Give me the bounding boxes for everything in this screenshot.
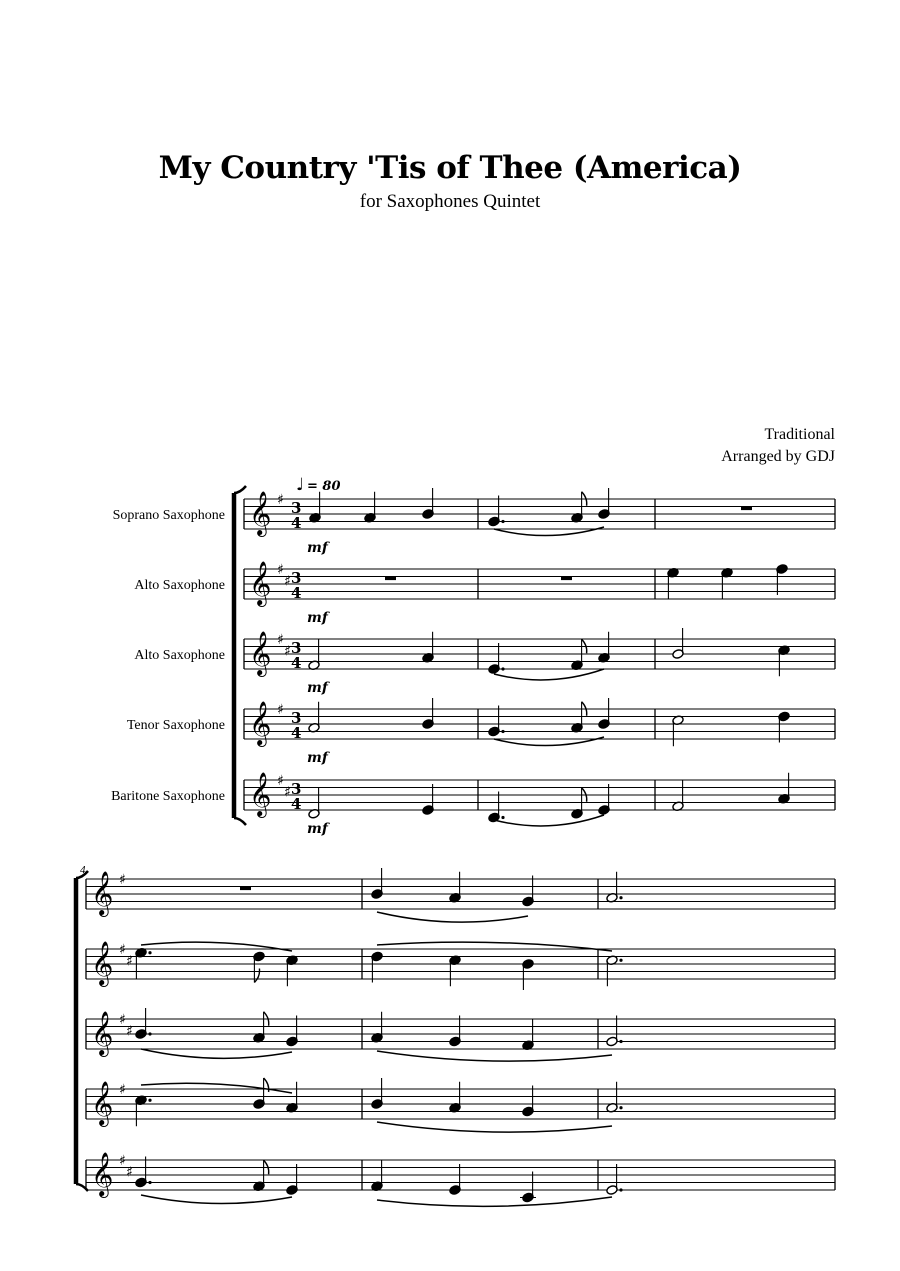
slur xyxy=(141,1049,292,1058)
note-dot xyxy=(619,959,622,962)
note-dot xyxy=(148,1181,151,1184)
note-dot xyxy=(619,1188,622,1191)
slur xyxy=(494,527,604,536)
dynamic-mark: mf xyxy=(307,680,328,696)
time-signature-top: 3 xyxy=(291,569,302,587)
score-subtitle: for Saxophones Quintet xyxy=(359,191,541,212)
slur xyxy=(377,1197,612,1206)
time-signature-bottom: 4 xyxy=(291,584,302,602)
instrument-label-tenor: Tenor Saxophone xyxy=(126,718,225,733)
instrument-label-alto-1: Alto Saxophone xyxy=(134,578,225,593)
slur xyxy=(141,1195,292,1204)
key-sharp-icon: ♯ xyxy=(119,1153,126,1169)
composer: Traditional xyxy=(764,426,835,443)
slur xyxy=(377,1051,612,1061)
note-flag xyxy=(254,969,259,983)
key-sharp-icon: ♯ xyxy=(126,1164,133,1181)
tempo-note-icon: ♩ xyxy=(296,475,305,495)
dynamic-mark: mf xyxy=(307,750,328,766)
note-dot xyxy=(501,667,504,670)
slur xyxy=(141,942,292,951)
time-signature-bottom: 4 xyxy=(291,514,302,532)
half-rest xyxy=(741,507,752,511)
note-dot xyxy=(619,1040,622,1043)
key-sharp-icon: ♯ xyxy=(119,942,126,958)
key-sharp-icon: ♯ xyxy=(126,1023,133,1040)
instrument-label-alto-2: Alto Saxophone xyxy=(134,648,225,663)
time-signature-bottom: 4 xyxy=(291,795,302,813)
note-dot xyxy=(501,816,504,819)
key-sharp-icon: ♯ xyxy=(277,632,284,648)
treble-clef-icon: 𝄞 xyxy=(91,1152,114,1196)
note-dot xyxy=(148,1099,151,1102)
instrument-label-soprano: Soprano Saxophone xyxy=(112,508,225,523)
treble-clef-icon: 𝄞 xyxy=(249,701,272,745)
key-sharp-icon: ♯ xyxy=(126,953,133,970)
tempo-marking: = 80 xyxy=(307,479,341,494)
slur xyxy=(494,815,604,826)
key-sharp-icon: ♯ xyxy=(277,492,284,508)
slur xyxy=(494,737,604,746)
arranger: Arranged by GDJ xyxy=(721,448,835,465)
time-signature-top: 3 xyxy=(291,780,302,798)
key-sharp-icon: ♯ xyxy=(277,702,284,718)
note-dot xyxy=(619,1106,622,1109)
slur xyxy=(377,942,612,951)
note-dot xyxy=(148,1032,151,1035)
half-rest xyxy=(561,577,572,581)
note-dot xyxy=(619,896,622,899)
treble-clef-icon: 𝄞 xyxy=(249,772,272,816)
instrument-label-baritone: Baritone Saxophone xyxy=(111,789,225,804)
key-sharp-icon: ♯ xyxy=(277,773,284,789)
key-sharp-icon: ♯ xyxy=(284,643,291,660)
dynamic-mark: mf xyxy=(307,540,328,556)
treble-clef-icon: 𝄞 xyxy=(91,1011,114,1055)
slur xyxy=(377,912,528,922)
slur xyxy=(377,1122,612,1132)
treble-clef-icon: 𝄞 xyxy=(249,491,272,535)
key-sharp-icon: ♯ xyxy=(119,872,126,888)
half-rest xyxy=(240,887,251,891)
treble-clef-icon: 𝄞 xyxy=(249,631,272,675)
time-signature-bottom: 4 xyxy=(291,724,302,742)
treble-clef-icon: 𝄞 xyxy=(91,871,114,915)
half-rest xyxy=(385,577,396,581)
dynamic-mark: mf xyxy=(307,821,328,837)
key-sharp-icon: ♯ xyxy=(119,1082,126,1098)
note-flag xyxy=(264,1078,269,1092)
key-sharp-icon: ♯ xyxy=(284,573,291,590)
score-title: My Country 'Tis of Thee (America) xyxy=(158,150,742,186)
key-sharp-icon: ♯ xyxy=(277,562,284,578)
treble-clef-icon: 𝄞 xyxy=(91,941,114,985)
measure-number: 4 xyxy=(80,864,86,876)
slur xyxy=(494,669,604,680)
treble-clef-icon: 𝄞 xyxy=(91,1081,114,1125)
note-dot xyxy=(148,951,151,954)
note-dot xyxy=(501,520,504,523)
treble-clef-icon: 𝄞 xyxy=(249,561,272,605)
time-signature-top: 3 xyxy=(291,499,302,517)
time-signature-top: 3 xyxy=(291,709,302,727)
key-sharp-icon: ♯ xyxy=(284,784,291,801)
time-signature-bottom: 4 xyxy=(291,654,302,672)
note-dot xyxy=(501,730,504,733)
dynamic-mark: mf xyxy=(307,610,328,626)
key-sharp-icon: ♯ xyxy=(119,1012,126,1028)
time-signature-top: 3 xyxy=(291,639,302,657)
